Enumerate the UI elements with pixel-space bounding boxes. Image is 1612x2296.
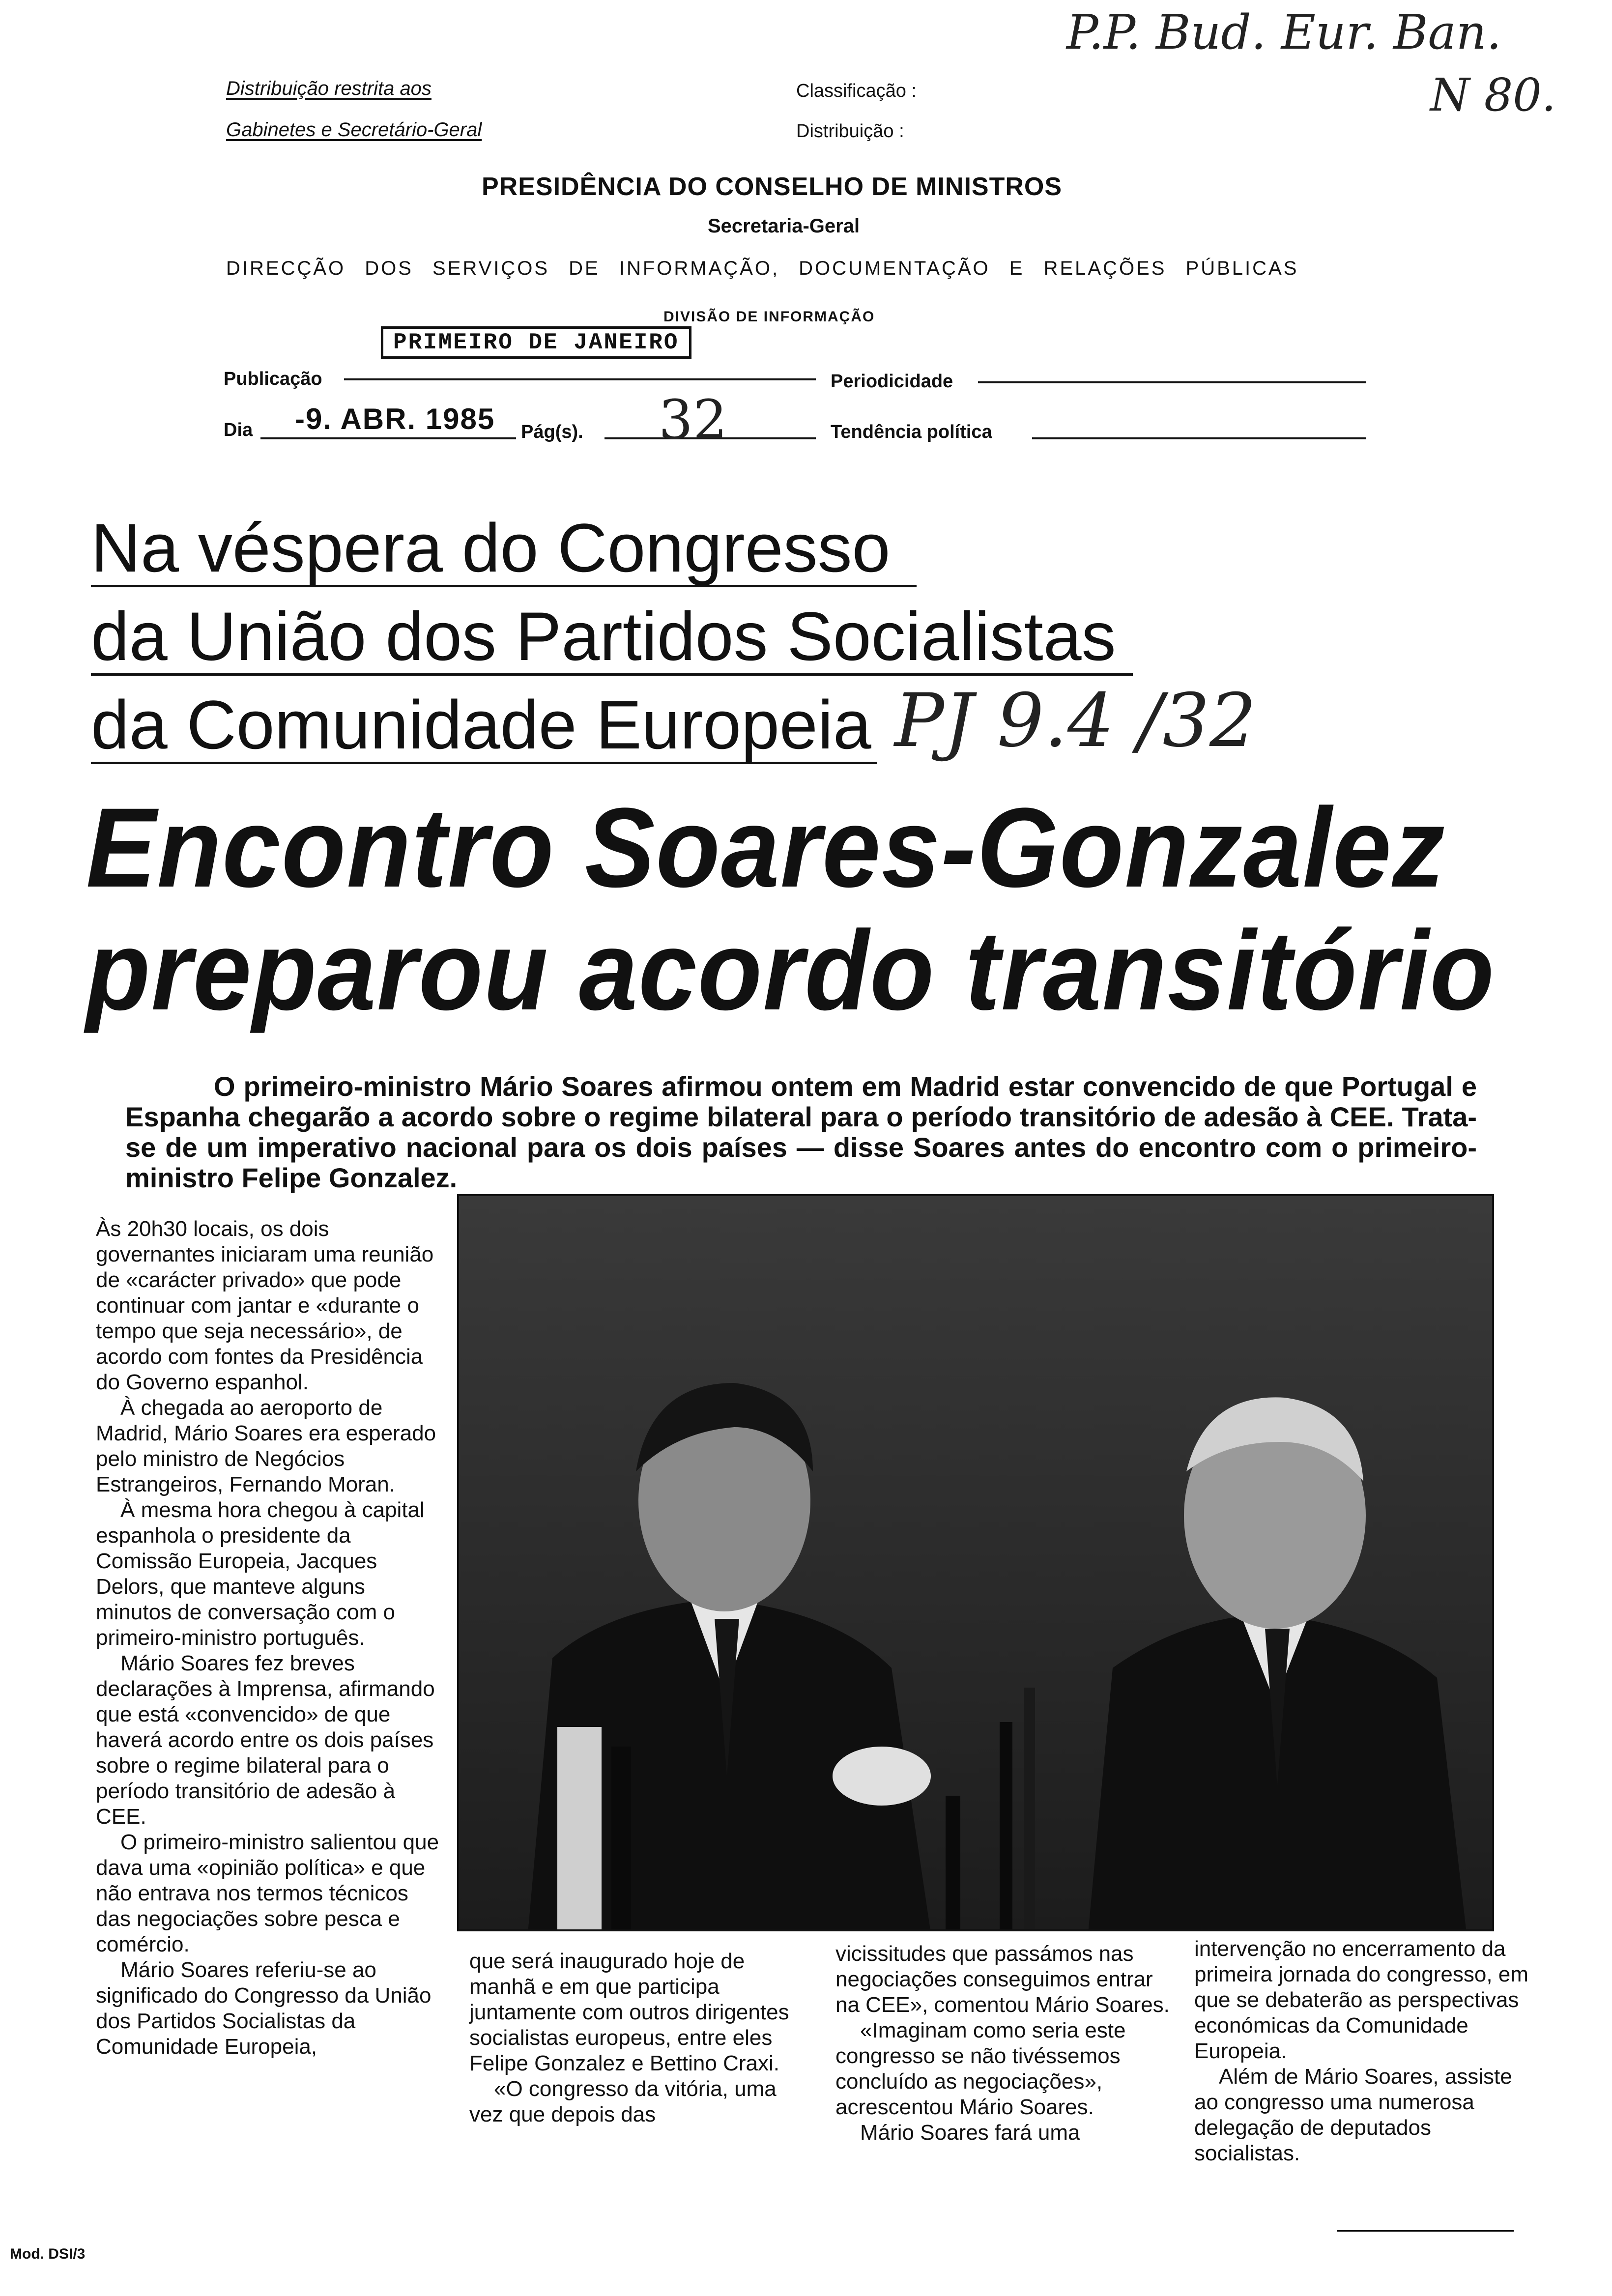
political-tendency-line — [1032, 437, 1366, 439]
classification-label: Classificação : — [796, 81, 917, 101]
secretariat-title: Secretaria-Geral — [708, 215, 860, 237]
periodicity-label: Periodicidade — [831, 371, 953, 392]
col1-paragraph-6: Mário Soares referiu-se ao significado do Congresso da União dos Partidos Socialistas da Comunidade Europeia, — [96, 1958, 432, 2059]
column-1 — [96, 1216, 440, 2060]
kicker-line-1: Na véspera do Congresso — [91, 509, 891, 586]
col2-paragraph-1: que será inaugurado hoje de manhã e em que participa juntamente com outros dirigentes socialistas europeus, entre eles Felipe Gonzalez e Bettino Craxi. — [469, 1949, 789, 2075]
kicker-line-2: da União dos Partidos Socialistas — [91, 598, 1116, 675]
publication-line — [344, 378, 816, 380]
handwritten-reference: PJ 9.4 /32 — [894, 678, 1257, 764]
publication-stamp: PRIMEIRO DE JANEIRO — [381, 326, 691, 359]
directorate-title: DIRECÇÃO DOS SERVIÇOS DE INFORMAÇÃO, DOCUMENTAÇÃO E RELAÇÕES PÚBLICAS — [226, 258, 1299, 279]
photo-illustration — [459, 1196, 1494, 1931]
column-2 — [469, 1949, 804, 2127]
col1-paragraph-2: À chegada ao aeroporto de Madrid, Mário Soares era esperado pelo ministro de Negócios Estrangeiros, Fernando Moran. — [96, 1396, 436, 1496]
col1-paragraph-1: Às 20h30 locais, os dois governantes iniciaram uma reunião de «carácter privado» que pode continuar com jantar e «durante o tempo que seja necessário», de acordo com fontes da Presidência do Governo espanhol. — [96, 1217, 434, 1394]
handwritten-archive-note: P.P. Bud. Eur. Ban. — [1066, 5, 1502, 60]
form-code: Mod. DSI/3 — [10, 2246, 86, 2262]
col1-paragraph-3: À mesma hora chegou à capital espanhola o presidente da Comissão Europeia, Jacques Delors, que manteve alguns minutos de conversação com o primeiro-ministro português. — [96, 1498, 425, 1650]
col3-paragraph-2: «Imaginam como seria este congresso se não tivéssemos concluído as negociações», acrescentou Mário Soares. — [835, 2018, 1126, 2119]
col3-paragraph-1: vicissitudes que passámos nas negociações conseguimos entrar na CEE», comentou Mário Soares. — [835, 1942, 1170, 2017]
headline-line-2: preparou acordo transitório — [86, 907, 1495, 1033]
pages-value: 32 — [659, 388, 727, 451]
handwritten-number-note: N 80. — [1430, 69, 1556, 121]
col1-paragraph-4: Mário Soares fez breves declarações à Imprensa, afirmando que está «convencido» de que haverá acordo entre os dois países sobre o regime bilateral para o período transitório de adesão à CEE. — [96, 1651, 435, 1829]
political-tendency-label: Tendência política — [831, 422, 992, 442]
periodicity-line — [978, 381, 1366, 383]
day-label: Dia — [224, 420, 253, 440]
headline-line-1: Encontro Soares-Gonzalez — [86, 784, 1446, 911]
news-photo — [457, 1194, 1494, 1931]
col4-paragraph-2: Além de Mário Soares, assiste ao congresso uma numerosa delegação de deputados socialistas. — [1194, 2065, 1512, 2165]
distribution-label: Distribuição : — [796, 121, 904, 142]
col2-paragraph-2: «O congresso da vitória, uma vez que depois das — [469, 2077, 777, 2126]
kicker-underline-1 — [91, 585, 917, 587]
restricted-distribution-line2: Gabinetes e Secretário-Geral — [226, 119, 482, 141]
pages-label: Pág(s). — [521, 422, 583, 442]
publication-date: -9. ABR. 1985 — [295, 402, 495, 435]
kicker-underline-2 — [91, 673, 1133, 676]
column-3 — [835, 1941, 1175, 2146]
col1-paragraph-5: O primeiro-ministro salientou que dava uma «opinião política» e que não entrava nos termos técnicos das negociações sobre pesca e comércio. — [96, 1830, 439, 1956]
publication-label: Publicação — [224, 369, 322, 389]
kicker-line-3: da Comunidade Europeia — [91, 686, 871, 763]
column-4 — [1194, 1936, 1528, 2166]
col4-paragraph-1: intervenção no encerramento da primeira jornada do congresso, em que se debaterão as perspectivas económicas da Comunidade Europeia. — [1194, 1937, 1528, 2063]
kicker-underline-3 — [91, 762, 877, 764]
presidency-title: PRESIDÊNCIA DO CONSELHO DE MINISTROS — [482, 172, 1063, 201]
footer-rule — [1337, 2230, 1514, 2232]
day-line — [260, 437, 516, 439]
article-lede: O primeiro-ministro Mário Soares afirmou ontem em Madrid estar convencido de que Portugal e Espanha chegarão a acordo sobre o regime bilateral para o período transitório de adesão à CEE. Trata-se de um imperativo nacional para os dois países — disse Soares antes do encontro com o primeiro-ministro Felipe Gonzalez. — [125, 1071, 1477, 1193]
col3-paragraph-3: Mário Soares fará uma — [860, 2121, 1080, 2145]
restricted-distribution-line1: Distribuição restrita aos — [226, 78, 432, 99]
division-title: DIVISÃO DE INFORMAÇÃO — [663, 309, 875, 325]
